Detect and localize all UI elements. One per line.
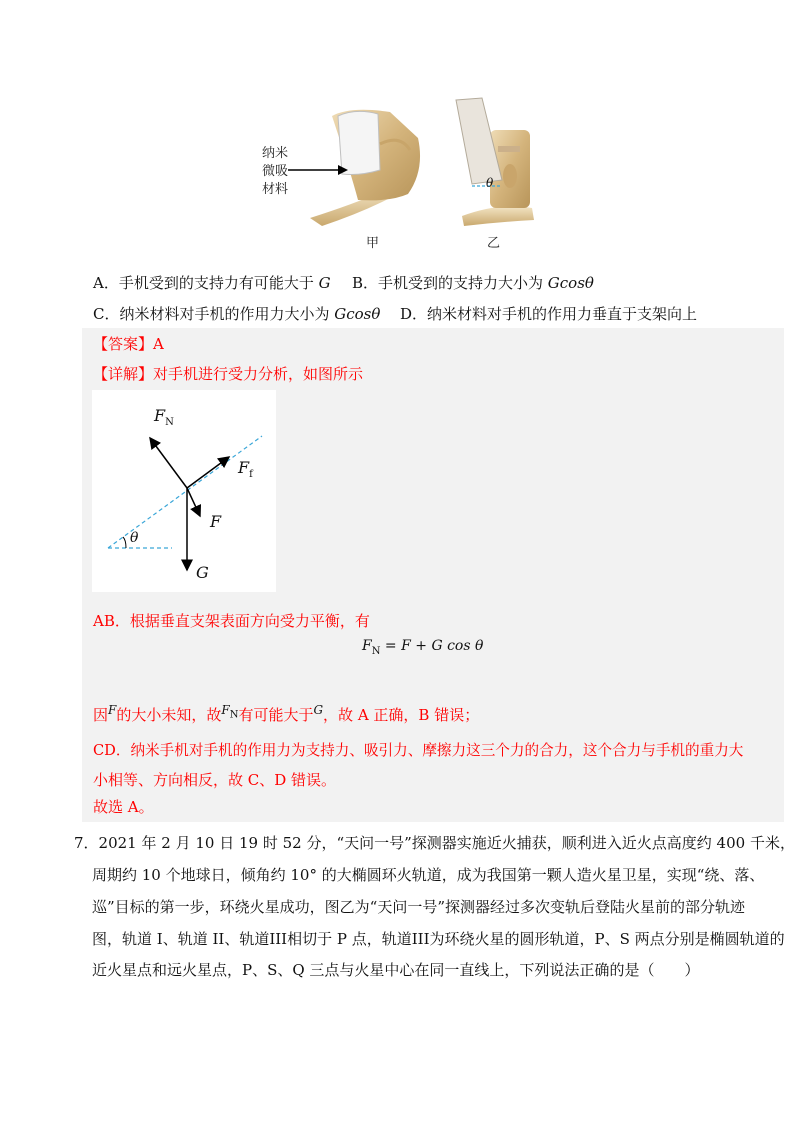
nano-label-2: 微吸 — [262, 164, 289, 179]
detail-line — [93, 364, 363, 384]
option-c-var: G — [334, 305, 347, 323]
label-f: F — [210, 512, 222, 531]
figure-label-yi: 乙 — [487, 236, 501, 251]
option-a-var: G — [318, 274, 331, 292]
balance-formula: $F_N = F + G$ cos θ — [362, 638, 484, 657]
force-fn-arrow — [150, 438, 187, 488]
option-b-text: B．手机受到的支持力大小为 — [352, 274, 548, 292]
option-b-tail: cosθ — [559, 274, 594, 292]
nano-arrow — [288, 162, 348, 178]
label-theta: θ — [130, 530, 139, 546]
explanation-ab: AB．根据垂直支架表面方向受力平衡，有 — [93, 612, 370, 630]
force-ff-arrow — [187, 457, 229, 488]
detail-text: 对手机进行受力分析，如图所示 — [153, 365, 364, 383]
stand-yi — [456, 98, 534, 226]
force-diagram — [92, 390, 276, 592]
option-c-tail: cosθ — [346, 305, 381, 323]
stand-theta-label: θ — [486, 176, 494, 190]
question7-line4: 图，轨道 I、轨道 II、轨道III相切于 P 点，轨道III为环绕火星的圆形轨道，P、S 两点分别是椭圆轨道的 — [92, 930, 785, 948]
nano-label-1: 纳米 — [262, 146, 289, 161]
because-fn: FN — [221, 703, 239, 721]
question7-line1: 7．2021 年 2 月 10 日 19 时 52 分，“天问一号”探测器实施近火捕获，顺利进入近火点高度约 400 千米， — [74, 834, 795, 852]
answer-line — [93, 334, 164, 354]
explanation-cd-2: 小相等、方向相反，故 C、D 错误。 — [93, 771, 337, 789]
explanation-cd-1: CD．纳米手机对手机的作用力为支持力、吸引力、摩擦力这三个力的合力，这个合力与手机的重力大 — [93, 742, 744, 759]
question7-number: 7． — [74, 834, 99, 852]
option-a[interactable] — [93, 273, 331, 293]
label-ff: $F_f$ — [238, 458, 253, 481]
option-c-text: C．纳米材料对手机的作用力大小为 — [93, 305, 335, 323]
option-c[interactable] — [93, 304, 380, 324]
option-a-text: A．手机受到的支持力有可能大于 — [93, 274, 319, 292]
nano-label-3: 材料 — [262, 182, 289, 197]
explanation-because: 因$^F$的大小未知，故$^{F_N}$有可能大于$^G$，故 A 正确，B 错误； — [93, 703, 480, 724]
explanation-conclusion: 故选 A。 — [93, 798, 154, 816]
label-fn: $F_N$ — [154, 406, 174, 429]
option-d[interactable]: D．纳米材料对手机的作用力垂直于支架向上 — [400, 305, 698, 323]
option-b-var: G — [547, 274, 560, 292]
theta-arc — [123, 537, 126, 548]
question7-line3: 巡”目标的第一步，环绕火星成功，图乙为“天问一号”探测器经过多次变轨后登陆火星前的部分轨迹 — [92, 898, 746, 916]
answer-label: 【答案】 — [93, 335, 154, 353]
question7-line2: 周期约 10 个地球日，倾角约 10° 的大椭圆环火轨道，成为我国第一颗人造火星卫星，实现“绕、落、 — [92, 866, 765, 884]
detail-label: 【详解】 — [93, 365, 154, 383]
figure-label-jia: 甲 — [366, 236, 380, 251]
question7-line5: 近火星点和远火星点，P、S、Q 三点与火星中心在同一直线上，下列说法正确的是（ ） — [92, 961, 700, 979]
option-b[interactable] — [352, 273, 594, 293]
label-g: G — [196, 563, 209, 582]
force-f-arrow — [187, 488, 200, 516]
answer-value: A — [153, 335, 164, 353]
force-diagram-svg — [92, 390, 276, 592]
